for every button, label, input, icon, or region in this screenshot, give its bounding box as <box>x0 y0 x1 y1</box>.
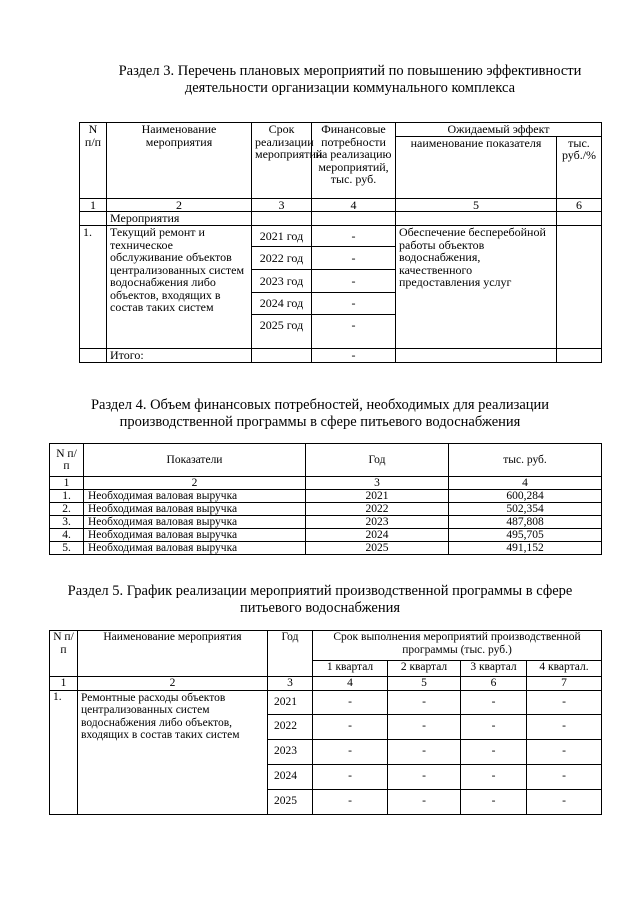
col-number: 3 <box>268 677 313 691</box>
header-term: Срок выполнения мероприятий производственной программы (тыс. руб.) <box>313 631 602 661</box>
row-num: 4. <box>50 529 84 542</box>
row-amount: 495,705 <box>449 529 602 542</box>
table-row <box>50 503 602 516</box>
q-cell: - <box>313 714 388 739</box>
row-num: 2. <box>50 503 84 516</box>
row-num: 5. <box>50 542 84 555</box>
table-row <box>50 542 602 555</box>
year-cell: 2021 год <box>252 226 312 247</box>
row-amount: 502,354 <box>449 503 602 516</box>
q-cell: - <box>313 739 388 764</box>
row-amount: 600,284 <box>449 490 602 503</box>
year-cell: 2025 год <box>252 315 312 349</box>
q-cell: - <box>388 690 461 714</box>
table-row <box>50 490 602 503</box>
row-year: 2024 <box>306 529 449 542</box>
header-q2: 2 квартал <box>388 661 461 677</box>
section5-title: Раздел 5. График реализации мероприятий производственной программы в сфере питьевого водоснабжения <box>67 583 573 616</box>
row-name: Ремонтные расходы объектов централизованных систем водоснабжения либо объектов, входящих в состав таких систем <box>78 690 268 814</box>
header-indicator: наименование показателя <box>396 136 557 198</box>
col-number: 3 <box>252 198 312 212</box>
q-cell: - <box>388 789 461 814</box>
header-num: N п/п <box>50 444 84 477</box>
year-cell: 2024 год <box>252 293 312 315</box>
total-label: Итого: <box>107 349 252 363</box>
row-num: 1. <box>50 690 78 814</box>
row-amount: 491,152 <box>449 542 602 555</box>
col-number: 4 <box>312 198 396 212</box>
col-number: 4 <box>313 677 388 691</box>
row-name: Текущий ремонт и техническое обслуживание объектов централизованных систем водоснабжения либо объектов, входящих в состав таких систем <box>107 226 252 349</box>
header-q3: 3 квартал <box>461 661 527 677</box>
value-cell: - <box>312 293 396 315</box>
q-cell: - <box>313 690 388 714</box>
q-cell: - <box>527 739 602 764</box>
q-cell: - <box>461 690 527 714</box>
header-finance: Финансовые потребности на реализацию мероприятий, тыс. руб. <box>312 123 396 199</box>
q-cell: - <box>527 789 602 814</box>
q-cell: - <box>313 789 388 814</box>
table-row <box>50 516 602 529</box>
value-cell: - <box>312 315 396 349</box>
col-number: 5 <box>388 677 461 691</box>
col-number: 1 <box>50 477 84 490</box>
header-amount: тыс. руб. <box>449 444 602 477</box>
row-amount: 487,808 <box>449 516 602 529</box>
value-cell: - <box>312 270 396 293</box>
col-number: 6 <box>461 677 527 691</box>
header-term: Срок реализации мероприятий <box>252 123 312 199</box>
q-cell: - <box>388 764 461 789</box>
q-cell: - <box>527 690 602 714</box>
col-number: 5 <box>396 198 557 212</box>
total-value: - <box>312 349 396 363</box>
section4-table <box>49 443 602 555</box>
q-cell: - <box>313 764 388 789</box>
row-num: 1. <box>50 490 84 503</box>
header-year: Год <box>306 444 449 477</box>
col-number: 2 <box>78 677 268 691</box>
year-cell: 2024 <box>268 764 313 789</box>
header-name: Наименование мероприятия <box>78 631 268 677</box>
header-num: N п/п <box>80 123 107 199</box>
year-cell: 2025 <box>268 789 313 814</box>
q-cell: - <box>388 714 461 739</box>
row-num: 1. <box>80 226 107 349</box>
year-cell: 2022 <box>268 714 313 739</box>
col-number: 2 <box>84 477 306 490</box>
col-number: 2 <box>107 198 252 212</box>
row-year: 2025 <box>306 542 449 555</box>
header-indicators: Показатели <box>84 444 306 477</box>
q-cell: - <box>388 739 461 764</box>
header-q1: 1 квартал <box>313 661 388 677</box>
section3-title: Раздел 3. Перечень плановых мероприятий по повышению эффективности деятельности организации коммунального комплекса <box>118 63 582 96</box>
col-number: 4 <box>449 477 602 490</box>
row-year: 2021 <box>306 490 449 503</box>
header-num: N п/ п <box>50 631 78 677</box>
col-number: 6 <box>557 198 602 212</box>
section3-table <box>79 122 602 363</box>
row-effect: Обеспечение бесперебойной работы объектов водоснабжения, качественного предоставления услуг <box>396 226 557 349</box>
year-cell: 2022 год <box>252 247 312 270</box>
q-cell: - <box>527 714 602 739</box>
year-cell: 2023 <box>268 739 313 764</box>
header-units: тыс. руб./% <box>557 136 602 198</box>
section4-title: Раздел 4. Объем финансовых потребностей, необходимых для реализации производственной программы в сфере питьевого водоснабжения <box>90 397 550 430</box>
header-effect: Ожидаемый эффект <box>396 123 602 137</box>
q-cell: - <box>527 764 602 789</box>
year-cell: 2021 <box>268 690 313 714</box>
q-cell: - <box>461 789 527 814</box>
row-name: Необходимая валовая выручка <box>84 503 306 516</box>
header-name: Наименование мероприятия <box>107 123 252 199</box>
row-name: Необходимая валовая выручка <box>84 529 306 542</box>
row-name: Необходимая валовая выручка <box>84 516 306 529</box>
header-year: Год <box>268 631 313 677</box>
row-year: 2023 <box>306 516 449 529</box>
value-cell: - <box>312 247 396 270</box>
row-name: Необходимая валовая выручка <box>84 490 306 503</box>
q-cell: - <box>461 739 527 764</box>
section5-table <box>49 630 602 815</box>
q-cell: - <box>461 764 527 789</box>
col-number: 1 <box>50 677 78 691</box>
col-number: 7 <box>527 677 602 691</box>
header-q4: 4 квартал. <box>527 661 602 677</box>
year-cell: 2023 год <box>252 270 312 293</box>
col-number: 1 <box>80 198 107 212</box>
q-cell: - <box>461 714 527 739</box>
row-num: 3. <box>50 516 84 529</box>
table-row <box>50 529 602 542</box>
col-number: 3 <box>306 477 449 490</box>
group-label: Мероприятия <box>107 212 252 226</box>
value-cell: - <box>312 226 396 247</box>
row-year: 2022 <box>306 503 449 516</box>
row-name: Необходимая валовая выручка <box>84 542 306 555</box>
